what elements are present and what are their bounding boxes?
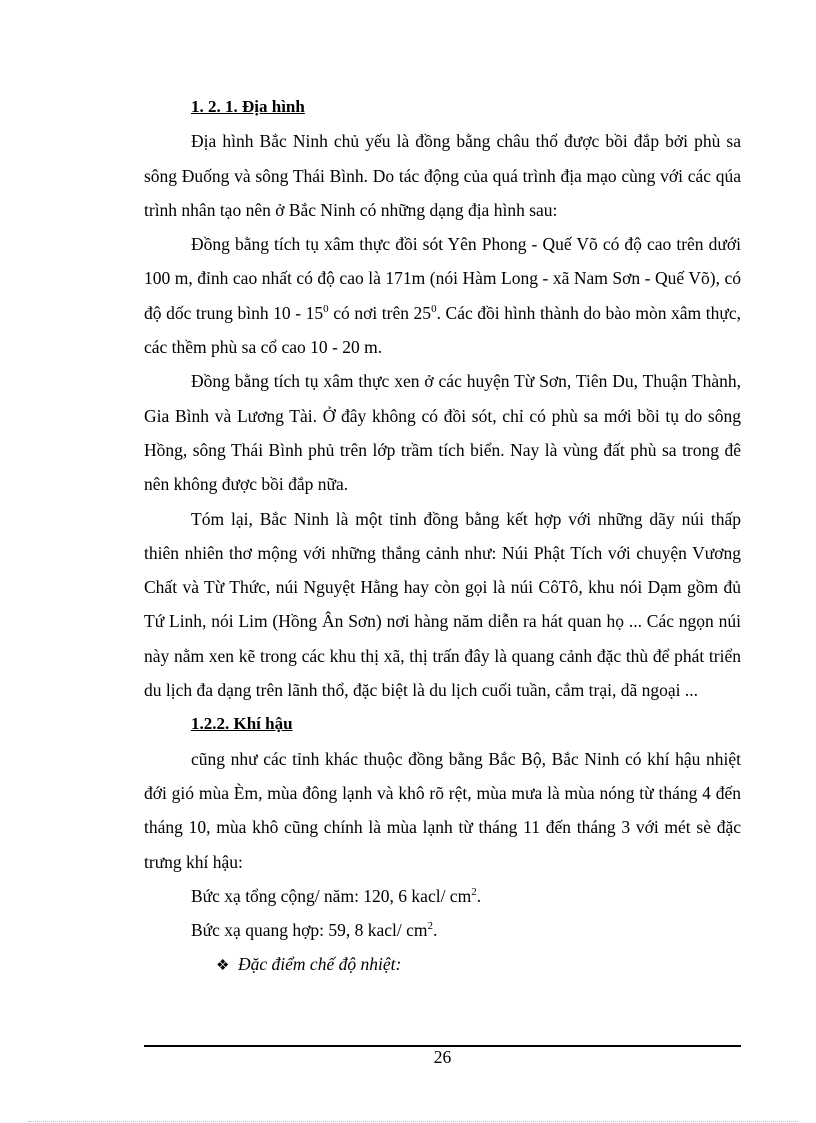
paragraph-yen-phong-plain	[144, 227, 741, 364]
document-body	[144, 90, 741, 984]
line-end: .	[432, 920, 438, 941]
line-text: Bức xạ tổng cộng/ năm: 120, 6 kacl/ cm	[191, 885, 472, 906]
section-heading-khi-hau: 1.2.2. Khí hậu	[191, 714, 293, 734]
bullet-text: Đặc điểm chế độ nhiệt:	[238, 954, 402, 975]
superscript-squared: 2	[471, 885, 477, 898]
paragraph-text: Đồng bằng tích tụ xâm thực đồi sót Yên Phong - Quế Võ có độ cao trên dưới 100 m, đỉnh cao nhất có độ cao là 171m (nói Hàm Long - xã Nam Sơn - Quế Võ), có độ dốc trung bình 10 - 15	[144, 234, 741, 323]
paragraph-terrain-overview: Địa hình Bắc Ninh chủ yếu là đồng bằng châu thổ được bồi đắp bởi phù sa sông Đuống và sông Thái Bình. Do tác động của quá trình địa mạo cùng với các qúa trình nhân tạo nên ở Bắc Ninh có những dạng địa hình sau:	[144, 131, 741, 220]
paragraph-tu-son-plain: Đồng bằng tích tụ xâm thực xen ở các huyện Từ Sơn, Tiên Du, Thuận Thành, Gia Bình và Lương Tài. Ở đây không có đồi sót, chỉ có phù sa mới bồi tụ do sông Hồng, sông Thái Bình phủ trên lớp trầm tích biển. Nay là vùng đất phù sa trong đê nên không được bồi đắp nữa.	[144, 371, 741, 495]
line-total-radiation	[144, 879, 741, 913]
paragraph-summary: Tóm lại, Bắc Ninh là một tỉnh đồng bằng kết hợp với những dãy núi thấp thiên nhiên thơ mộng với những thắng cảnh như: Núi Phật Tích với chuyện Vương Chất và Từ Thức, núi Nguyệt Hằng hay còn gọi là núi CôTô, khu nói Dạm gồm đủ Tứ Linh, nói Lim (Hồng Ân Sơn) nơi hàng năm diễn ra hát quan họ ... Các ngọn núi này nằm xen kẽ trong các khu thị xã, thị trấn đây là quang cảnh đặc thù để phát triển du lịch đa dạng trên lãnh thổ, đặc biệt là du lịch cuối tuần, cắm trại, dã ngoại ...	[144, 508, 741, 701]
line-end: .	[476, 885, 482, 906]
section-heading-dia-hinh: 1. 2. 1. Địa hình	[191, 97, 305, 116]
superscript-degree: 0	[431, 302, 437, 315]
bullet-temperature-regime	[144, 947, 741, 983]
superscript-squared: 2	[427, 920, 433, 933]
diamond-bullet-icon: ❖	[216, 958, 230, 975]
paragraph-climate: cũng như các tỉnh khác thuộc đồng bằng Bắc Bộ, Bắc Ninh có khí hậu nhiệt đới gió mùa Èm, mùa đông lạnh và khô rõ rệt, mùa mưa là mùa nóng từ tháng 4 đến tháng 10, mùa khô cũng chính là mùa lạnh từ tháng 11 đến tháng 3 với mét sè đặc trưng khí hậu:	[144, 748, 741, 872]
line-text: Bức xạ quang hợp: 59, 8 kacl/ cm	[191, 920, 428, 941]
line-photosynthetic-radiation	[144, 913, 741, 947]
page-number: 26	[433, 1047, 452, 1067]
paragraph-text: có nơi trên 25	[328, 302, 432, 323]
page-edge-dotted-line	[28, 1121, 798, 1122]
superscript-degree: 0	[323, 302, 329, 315]
paragraph-text: . Các đồi hình thành do bào mòn xâm thực, các thềm phù sa cổ cao 10 - 20 m.	[144, 302, 741, 358]
